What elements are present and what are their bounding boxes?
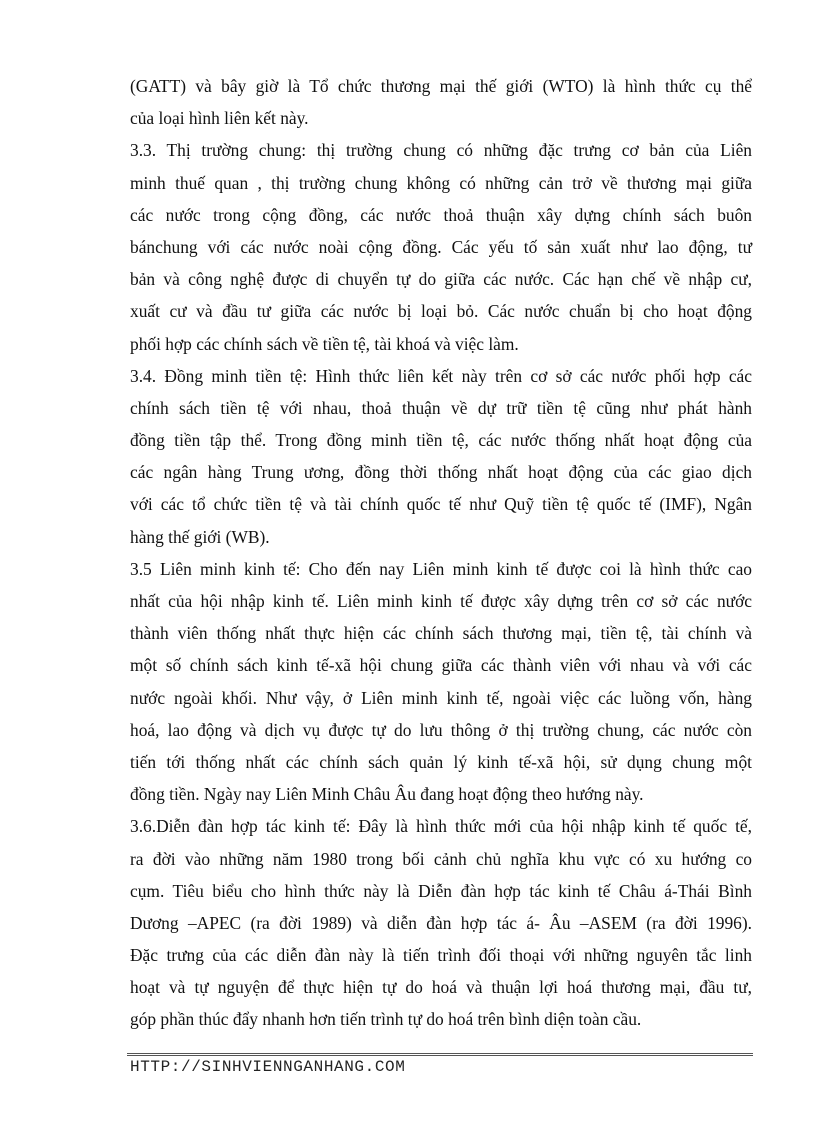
text-line: thành viên thống nhất thực hiện các chính sách thương mại, tiền tệ, tài chính và <box>130 623 752 644</box>
text-line: cụm. Tiêu biểu cho hình thức này là Diễn đàn hợp tác kinh tế Châu á-Thái Bình <box>130 880 752 901</box>
text-line: nhất của hội nhập kinh tế. Liên minh kinh tế được xây dựng trên cơ sở các nước <box>130 591 752 611</box>
text-line: hàng thế giới (WB). <box>130 526 270 547</box>
text-line: các nước trong cộng đồng, các nước thoả thuận xây dựng chính sách buôn <box>130 204 752 225</box>
text-line: hoá, lao động và dịch vụ được tự do lưu thông ở thị trường chung, các nước còn <box>130 719 752 740</box>
text-line: hoạt và tự nguyện để thực hiện tự do hoá và thuận lợi hoá thương mại, đầu tư, <box>130 977 752 998</box>
text-line: chính sách tiền tệ với nhau, thoả thuận về dự trữ tiền tệ cũng như phát hành <box>130 397 752 418</box>
body-text <box>130 70 752 1036</box>
text-line: đồng tiền tập thể. Trong đồng minh tiền tệ, các nước thống nhất hoạt động của <box>130 430 752 451</box>
text-line: các ngân hàng Trung ương, đồng thời thống nhất hoạt động của các giao dịch <box>130 462 752 483</box>
text-line: của loại hình liên kết này. <box>130 108 309 129</box>
text-line: 3.3. Thị trường chung: thị trường chung có những đặc trưng cơ bản của Liên <box>130 140 752 161</box>
text-line: phối hợp các chính sách về tiền tệ, tài khoá và việc làm. <box>130 333 519 354</box>
text-line: Dương –APEC (ra đời 1989) và diễn đàn hợp tác á- Âu –ASEM (ra đời 1996). <box>130 912 752 933</box>
text-line: với các tổ chức tiền tệ và tài chính quốc tế như Quỹ tiền tệ quốc tế (IMF), Ngân <box>130 494 752 515</box>
text-line: 3.6.Diễn đàn hợp tác kinh tế: Đây là hình thức mới của hội nhập kinh tế quốc tế, <box>130 816 752 837</box>
text-line: bản và công nghệ được di chuyển tự do giữa các nước. Các hạn chế về nhập cư, <box>130 269 752 290</box>
text-line: nước ngoài khối. Như vậy, ở Liên minh kinh tế, ngoài việc các luồng vốn, hàng <box>130 687 752 708</box>
text-line: một số chính sách kinh tế-xã hội chung giữa các thành viên với nhau và với các <box>130 655 752 676</box>
text-line: xuất cư và đầu tư giữa các nước bị loại bỏ. Các nước chuẩn bị cho hoạt động <box>130 301 752 322</box>
text-line: Đặc trưng của các diễn đàn này là tiến trình đối thoại với những nguyên tắc linh <box>130 945 752 966</box>
text-line: (GATT) và bây giờ là Tổ chức thương mại thế giới (WTO) là hình thức cụ thể <box>130 76 752 96</box>
text-line: 3.4. Đồng minh tiền tệ: Hình thức liên kết này trên cơ sở các nước phối hợp các <box>130 365 752 386</box>
text-line: đồng tiền. Ngày nay Liên Minh Châu Âu đang hoạt động theo hướng này. <box>130 784 644 805</box>
footer-url: HTTP://SINHVIENNGANHANG.COM <box>130 1058 406 1076</box>
footer-divider <box>127 1053 753 1056</box>
text-line: bánchung với các nước noài cộng đồng. Các yếu tố sản xuất như lao động, tư <box>130 236 752 257</box>
text-line: 3.5 Liên minh kinh tế: Cho đến nay Liên minh kinh tế được coi là hình thức cao <box>130 558 752 579</box>
text-line: tiến tới thống nhất các chính sách quản lý kinh tế-xã hội, sử dụng chung một <box>130 751 752 772</box>
text-line: minh thuế quan , thị trường chung không có những cản trở về thương mại giữa <box>130 172 752 193</box>
text-line: ra đời vào những năm 1980 trong bối cảnh chủ nghĩa khu vực có xu hướng co <box>130 848 752 869</box>
text-line: góp phần thúc đẩy nhanh hơn tiến trình tự do hoá trên bình diện toàn cầu. <box>130 1009 642 1030</box>
